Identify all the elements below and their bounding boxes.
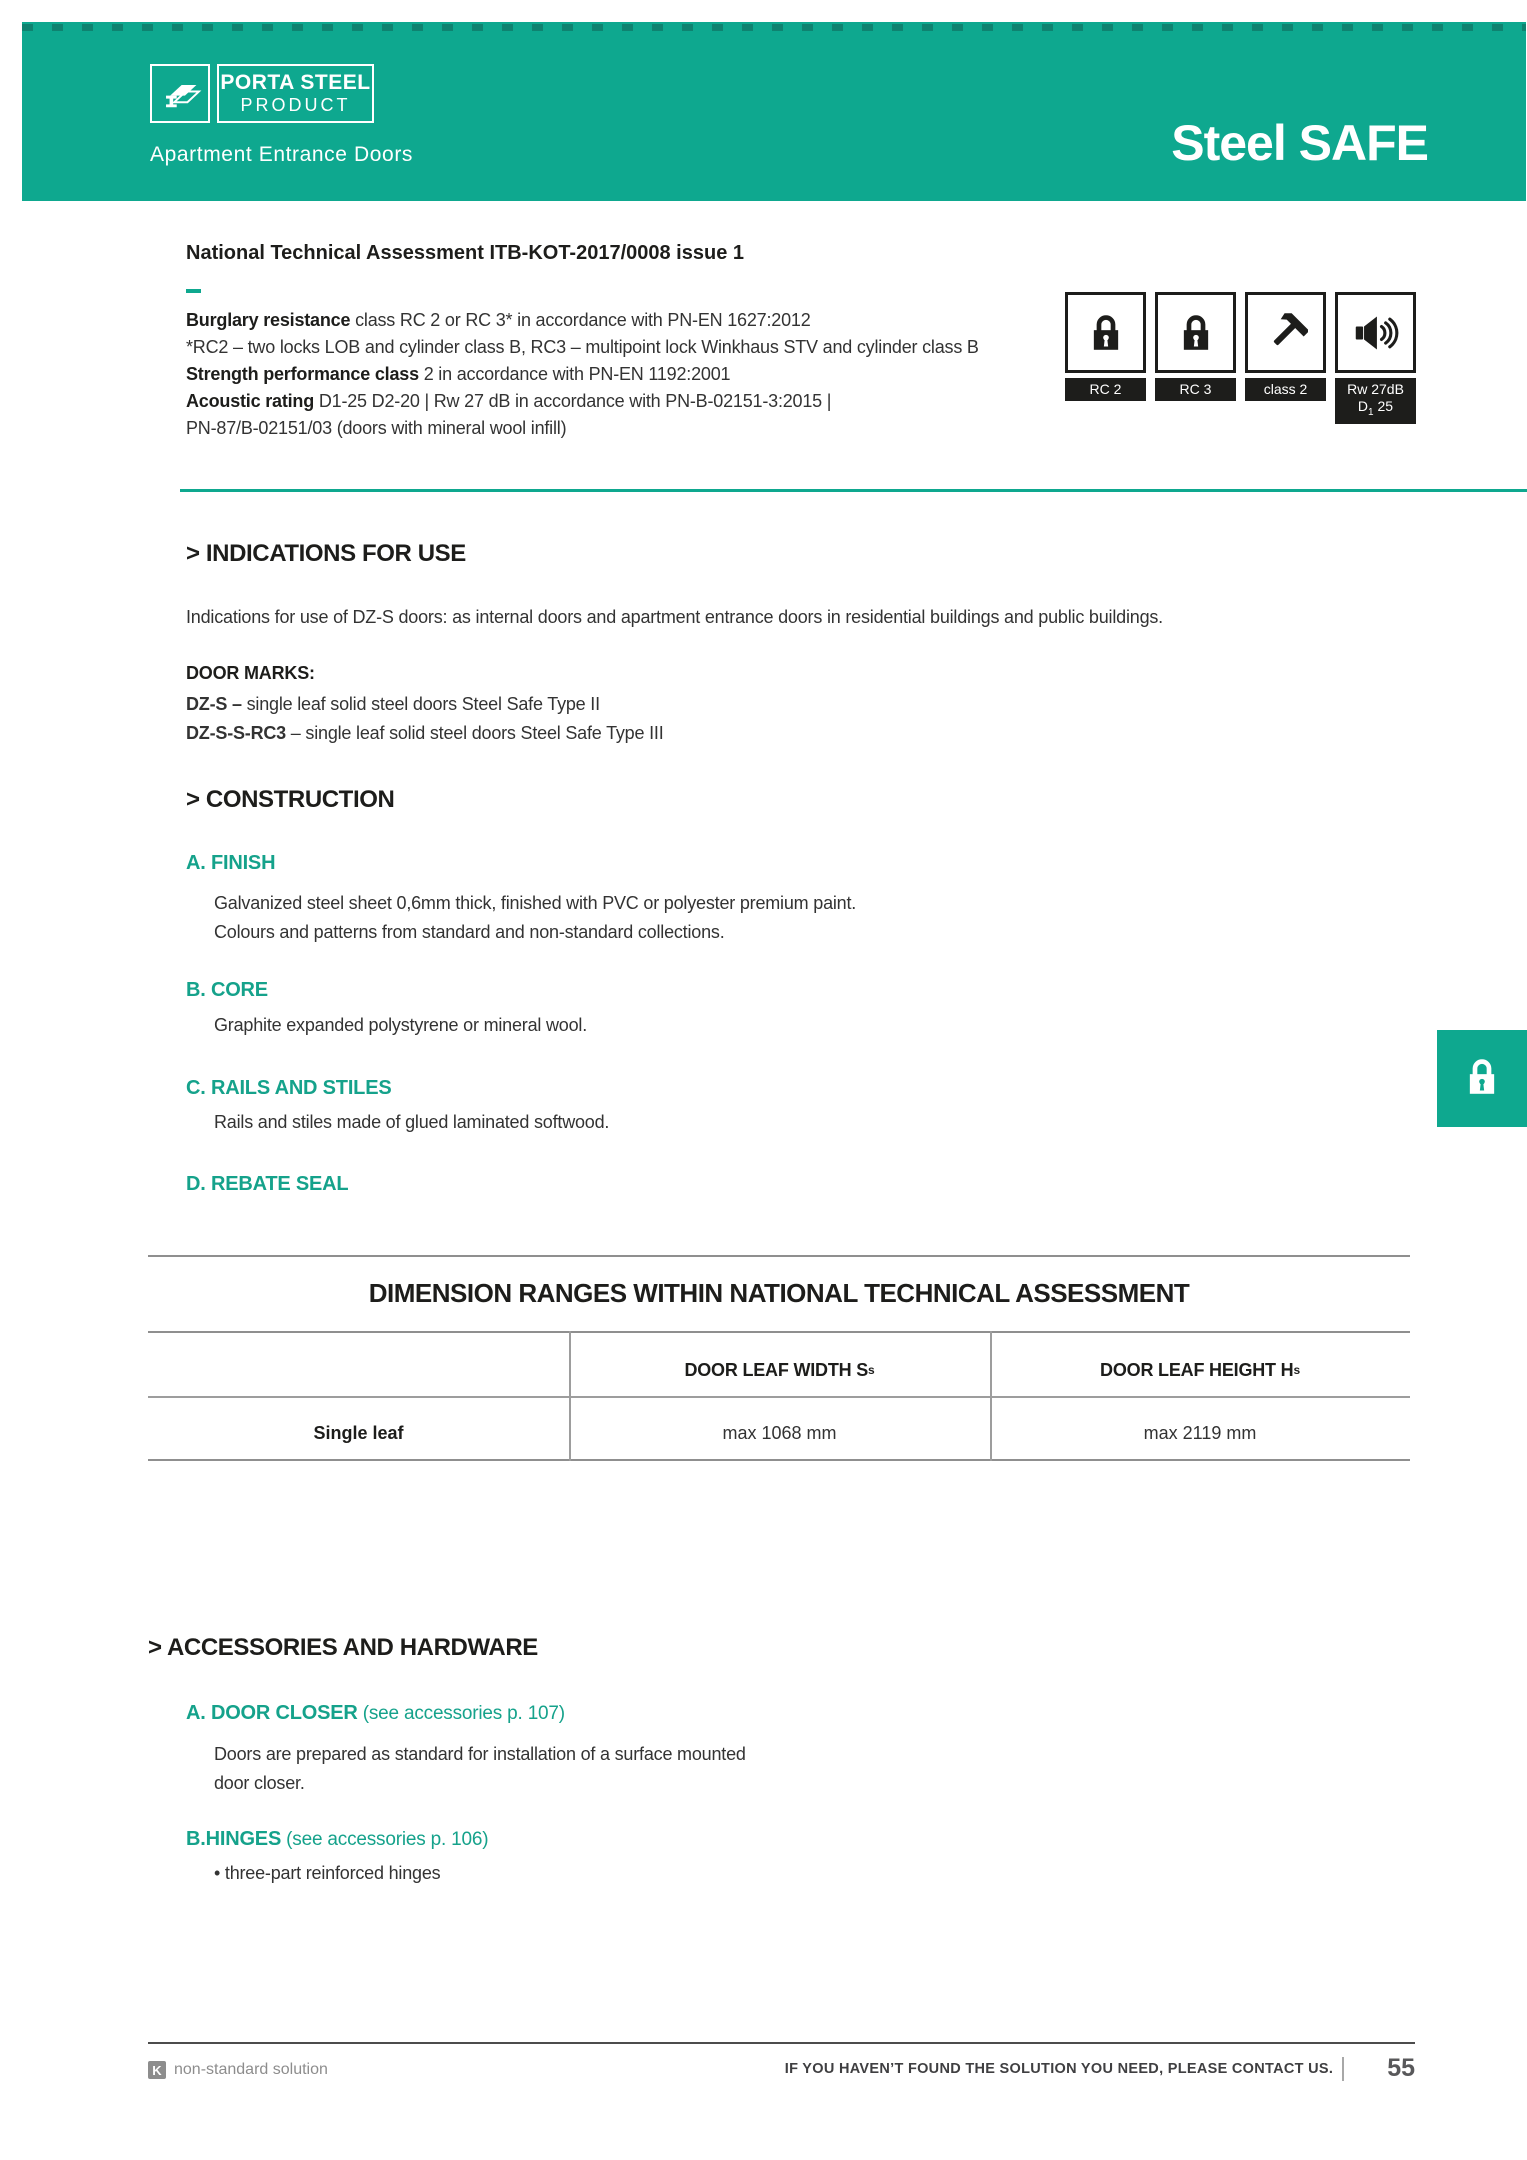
spec-line-burglary — [186, 307, 979, 334]
subsection-body-core: Graphite expanded polystyrene or mineral wool. — [214, 1015, 588, 1035]
footer-contact-text: IF YOU HAVEN’T FOUND THE SOLUTION YOU NEED, PLEASE CONTACT US. — [784, 2060, 1334, 2077]
accessory-title-hinges — [186, 1828, 488, 1851]
dimensions-top-rule — [148, 1255, 1410, 1257]
logo-brand: PORTA STEEL — [220, 71, 371, 94]
door-mark-item — [186, 690, 664, 719]
section-heading-indications: > INDICATIONS FOR USE — [186, 540, 466, 567]
footer-divider — [1342, 2057, 1344, 2081]
page-number: 55 — [1387, 2054, 1415, 2082]
badge-label-line2: $D_1$ 25 — [1357, 398, 1394, 418]
section-heading-construction: > CONSTRUCTION — [186, 786, 395, 813]
spec-value: class RC 2 or RC 3* in accordance with PN-EN 1627:2012 — [350, 310, 811, 330]
accent-dash — [186, 289, 201, 293]
badge-rc2 — [1065, 292, 1146, 424]
k-badge-icon: K — [148, 2061, 166, 2079]
table-cell-height: max 2119 mm — [1143, 1422, 1257, 1443]
footer-left-label: non-standard solution — [174, 2061, 328, 2078]
footer-rule — [148, 2042, 1415, 2044]
accessory-name: B.HINGES — [186, 1828, 282, 1850]
badge-strength-class — [1245, 292, 1326, 424]
accessory-body-door-closer — [214, 1740, 746, 1798]
spec-value: PN-87/B-02151/03 (doors with mineral wool infill) — [186, 418, 567, 438]
door-mark-desc: – single leaf solid steel doors Steel Safe Type III — [286, 723, 664, 743]
spec-term: Burglary resistance — [186, 310, 351, 330]
logo-product: PRODUCT — [240, 95, 351, 115]
badge-label — [1335, 378, 1416, 424]
spec-value: *RC2 – two locks LOB and cylinder class B, RC3 – multipoint lock Winkhaus STV and cylinder class B — [186, 337, 979, 357]
padlock-icon — [1155, 292, 1236, 373]
door-mark-item — [186, 719, 664, 748]
door-mark-desc: single leaf solid steel doors Steel Safe Type II — [241, 694, 600, 714]
spec-line-acoustic-2 — [186, 415, 979, 442]
badge-label: RC 3 — [1155, 378, 1236, 401]
padlock-icon — [1065, 292, 1146, 373]
spec-line-acoustic — [186, 388, 979, 415]
body-line: door closer. — [214, 1773, 305, 1793]
body-line: Colours and patterns from standard and non-standard collections. — [214, 922, 725, 942]
accessory-title-door-closer — [186, 1702, 565, 1725]
badge-label-line1: Rw 27dB — [1347, 381, 1404, 397]
spec-line-strength — [186, 361, 979, 388]
door-mark-code: DZ-S-S-RC3 — [186, 723, 286, 743]
badge-acoustic — [1335, 292, 1416, 424]
accessory-note: (see accessories p. 106) — [281, 1829, 489, 1850]
steel-sheets-icon — [150, 64, 210, 123]
body-line: Doors are prepared as standard for installation of a surface mounted — [214, 1744, 746, 1764]
spec-line-rc-note — [186, 334, 979, 361]
table-row-label: Single leaf — [313, 1422, 404, 1443]
hammer-icon — [1245, 292, 1326, 373]
rating-badges — [1065, 292, 1416, 424]
subsection-body-finish — [214, 889, 856, 947]
badge-label: class 2 — [1245, 378, 1326, 401]
dimensions-title: DIMENSION RANGES WITHIN NATIONAL TECHNICAL ASSESSMENT — [368, 1278, 1190, 1308]
header-band — [22, 22, 1526, 201]
assessment-specs — [186, 307, 979, 442]
spec-value: D1-25 D2-20 | Rw 27 dB in accordance with PN-B-02151-3:2015 | — [314, 391, 832, 411]
subsection-title-rebate-seal: D. REBATE SEAL — [186, 1173, 349, 1195]
speaker-icon — [1335, 292, 1416, 373]
assessment-title: National Technical Assessment ITB-KOT-2017/0008 issue 1 — [186, 242, 745, 264]
badge-rc3 — [1155, 292, 1236, 424]
page-title: Steel SAFE — [1171, 115, 1428, 171]
accessory-note: (see accessories p. 107) — [357, 1703, 565, 1724]
side-lock-tab — [1437, 1030, 1527, 1127]
door-mark-code: DZ-S – — [186, 694, 242, 714]
table-line-bottom — [148, 1459, 1410, 1461]
band-edge-pattern — [22, 24, 1526, 31]
body-line: Galvanized steel sheet 0,6mm thick, finished with PVC or polyester premium paint. — [214, 893, 857, 913]
subsection-title-rails: C. RAILS AND STILES — [186, 1077, 392, 1099]
accessory-name: A. DOOR CLOSER — [186, 1702, 358, 1724]
brand-logo — [150, 64, 374, 123]
footer-right — [148, 2054, 1415, 2083]
accessory-body-hinges: • three-part reinforced hinges — [214, 1863, 441, 1883]
table-column-header-height: DOOR LEAF HEIGHT H s — [1100, 1359, 1300, 1380]
door-marks-list — [186, 690, 664, 748]
door-marks-title: DOOR MARKS: — [186, 663, 315, 683]
padlock-icon — [1463, 1055, 1501, 1103]
indications-body: Indications for use of DZ-S doors: as internal doors and apartment entrance doors in residential buildings and public buildings. — [186, 607, 1163, 627]
spec-value: 2 in accordance with PN-EN 1192:2001 — [418, 364, 731, 384]
section-heading-accessories: > ACCESSORIES AND HARDWARE — [148, 1634, 538, 1661]
table-column-header-width: DOOR LEAF WIDTH S s — [684, 1359, 875, 1380]
header-rule — [180, 489, 1527, 492]
category-label: Apartment Entrance Doors — [150, 143, 414, 166]
subsection-body-rails: Rails and stiles made of glued laminated softwood. — [214, 1112, 610, 1132]
table-cell-width: max 1068 mm — [722, 1422, 837, 1443]
logo-text-box — [217, 64, 374, 123]
spec-term: Acoustic rating — [186, 391, 315, 411]
table-line-middle — [148, 1396, 1410, 1398]
spec-term: Strength performance class — [186, 364, 419, 384]
table-line-top — [148, 1331, 1410, 1333]
badge-label: RC 2 — [1065, 378, 1146, 401]
subsection-title-finish: A. FINISH — [186, 852, 276, 874]
subsection-title-core: B. CORE — [186, 979, 268, 1001]
